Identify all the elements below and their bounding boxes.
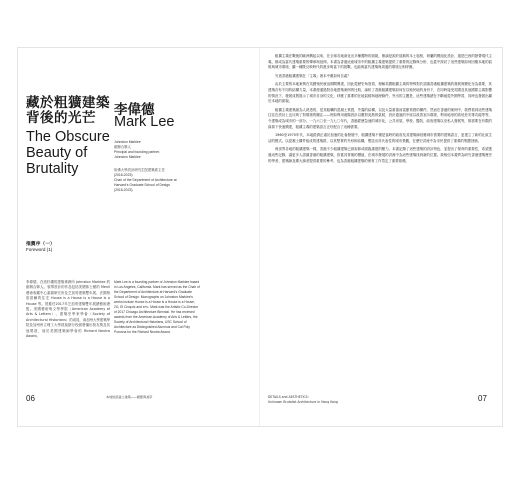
author-bio-en: Mark Lee is a founding partner of Johnston Marklee based in Los Angeles, California. Mark has served as the Chair of the Department of Architecture at Harvard's Graduate School of Design. Monographs on Johnston Marklee's works include House is a House is a House is a House, 2G, El Croquis and a+u. Mark was the Artistic Co-Director of 2017 Chicago Architecture Biennial. He has received awards from the American Academy of Arts & Letters, the Society of Architectural Historians, USC School of Architecture as Distinguished Alumnus and Cal Poly Pomona for the Richard Neutra Award. bbox=[114, 280, 200, 334]
body-paragraph: 由於主要的本地案例在英國殖民統治期間興建，因此從歷史角度看，理解英國粗獷主義的特殊對於認識香港粗獷建築的發展與變化至為重要，其建築各有不同的結構力量，本書便通過對各地建築案例的比較，論析了香港粗獷建築如何在以殖民地的身份下，在同時接受英國及其他國際主義影響的情況下，發展成既展示了城市自身的文化，呼應了重要的在地氣候與地理條件，突出的主題是，這些建築總在不斷地從外國學習，同時也發展出屬於本地的面貌。 bbox=[268, 82, 492, 104]
right-page bbox=[260, 48, 502, 426]
body-paragraph: 粗獷主義建築最為人熟悉的，是其粗曠的混凝土質感，外露的結構，以及大量重複而富節奏感的構件。然而在香港的案例中，我們看到這些建築往往在設計上也反映了對環境的關注——例如利用遮陽設計以應對炎熱的氣候，設計通風的中庭以改善室內環境，利用地形的高低差安排功能等等，令建築成為城市的一部分。一九六〇至一九七〇年代，香港經歷急速的城市化，公共房屋、學校、醫院、政府建築以至私人發展等，都需要在有限的資源下快速興建，粗獷主義的建築語言正好配合了這種需要。 bbox=[268, 107, 492, 129]
left-page bbox=[18, 48, 260, 426]
page-number-left: 06 bbox=[26, 394, 35, 403]
title-en-line: Beauty of bbox=[26, 145, 88, 161]
title-cn-line: 背後的光芒 bbox=[26, 110, 96, 126]
body-paragraph: 究竟香港粗獷建築在「主義」裡本中應如何自處？ bbox=[275, 73, 351, 78]
author-bio-cn: 李偉德，在洛杉磯的建築事務所 Johnston Marklee 的創辦合夥人。領導設計的作品包括美國休士頓的 Menil 藝術收藏中心素描研究所及芝加哥建築雙年展、法國格洛諾爾的住宅 House is a House is a House is a House 等。曾擔任2017年芝加哥建築雙年展總藝術總監。美國藝術與文學學院（American Academy of Arts & Letters）、建築史學家學會（Society of Architectural Historians）的成員，南加州大學建築學院及加州州立理工大學波莫納分校頒發傑出校友獎及其他獎項，他於美國建築師學會的 Richard Neutra Award。 bbox=[26, 280, 110, 339]
book-spread bbox=[18, 48, 502, 426]
author-role-1: Johnston Marklee 創辦合夥人 Principal and founding partner, Johnston Marklee bbox=[114, 140, 160, 159]
essay-title-cn bbox=[26, 96, 110, 126]
author-role-2: 哈佛大學設計研究生院建築系主任 (2018-2023) Chair of the Department of Architecture at Harvard's Graduate School of Design (2018-2023) bbox=[114, 168, 177, 192]
foreword-label-cn: 推薦序（一） bbox=[26, 242, 55, 247]
title-cn-line: 藏於粗獷建築 bbox=[26, 95, 110, 111]
title-en-line: Brutality bbox=[26, 161, 79, 177]
title-en-line: The Obscure bbox=[26, 129, 110, 145]
foreword-label-en: Foreword (1) bbox=[26, 247, 53, 252]
body-text bbox=[268, 54, 492, 167]
footer-left: 本地的混凝土建築——細節與美學 bbox=[106, 395, 153, 399]
essay-title-en bbox=[26, 129, 110, 177]
author-name-cn: 李偉德 bbox=[114, 102, 155, 118]
author-name-en: Mark Lee bbox=[114, 114, 175, 130]
body-paragraph: 與世界各地的粗獷建築一樣，香港不少粗獷建築已被拆卸或面臨重建的壓力。本書記錄了這些建築的設計特色，並提出了保育的重要性，希望透過這些記錄，讓更多人認識香港的粗獷建築，欣賞其背後的價值，在城市發展的洪流中為這些建築找到新的位置。我相信本書將為研究香港建築歷史的學者、建築師及廣大讀者提供重要的參考，也為香港粗獷建築的保育工作奠定了重要基礎。 bbox=[268, 147, 492, 163]
body-paragraph: 粗獷主義在戰後的歐洲興起以來，在全球各地演化出多種獨特的面貌，無論是源於瑞典的本土風格，荷蘭的模組化設計，還是巴西的熱帶現代主義，都成為當代建築重要的傳承與延伸。本書為香港這座城市中的粗獷主義建築提供了重要的記錄與分析，也從中探討了這些建築如何回應本地的氣候與城市環境，繼一種既反映時代的進步與當下的挑戰，也能與當代建築與周邊的環境互相呼應。 bbox=[268, 54, 492, 70]
page-number-right: 07 bbox=[478, 394, 487, 403]
body-paragraph: 1960至1970年代，本地經濟正處於加速的社會發展中，粗獷建築不僅是當時的政府及其建築師回應城市需要的建築語言，更建立了新的社區生活的模式。以混凝土構件組成的建築群，以其堅實的外形和結構，塑造出具代表性的城市景觀，在歷史洪流中為市民提供了重要的集體回憶。 bbox=[268, 133, 492, 143]
footer-right: DETAILS and AESTHETICS: Unknown Brutalist Architecture in Hong Kong bbox=[268, 395, 338, 404]
